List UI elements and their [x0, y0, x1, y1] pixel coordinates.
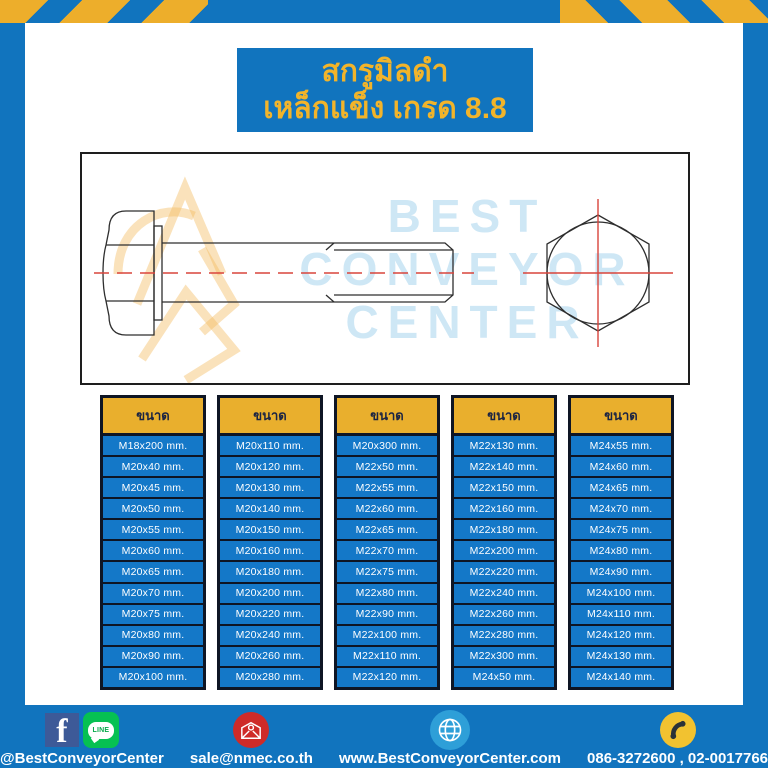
size-cell: M24x75 mm. — [571, 518, 671, 539]
size-cell: M24x90 mm. — [571, 560, 671, 581]
size-cell: M20x110 mm. — [220, 436, 320, 455]
size-cell: M20x160 mm. — [220, 539, 320, 560]
title-box — [237, 48, 533, 132]
size-table-4 — [451, 395, 557, 690]
size-cell: M24x65 mm. — [571, 476, 671, 497]
size-cell: M22x80 mm. — [337, 582, 437, 603]
brand-watermark-line2: CONVEYOR — [299, 243, 635, 295]
size-cell: M20x55 mm. — [103, 518, 203, 539]
size-cell: M22x75 mm. — [337, 560, 437, 581]
line-icon-bubble: LINE — [88, 722, 114, 739]
bolt-drawing-panel — [80, 152, 690, 385]
mail-icon[interactable] — [233, 712, 269, 748]
size-cell: M24x120 mm. — [571, 624, 671, 645]
size-cell: M22x120 mm. — [337, 666, 437, 687]
size-cell: M20x80 mm. — [103, 624, 203, 645]
size-cell: M22x100 mm. — [337, 624, 437, 645]
page-title-line2: เหล็กแข็ง เกรด 8.8 — [263, 92, 507, 125]
size-cell: M22x130 mm. — [454, 436, 554, 455]
globe-icon[interactable] — [430, 710, 470, 750]
size-column-header: ขนาด — [103, 398, 203, 436]
line-icon[interactable] — [83, 712, 119, 748]
size-cell: M24x60 mm. — [571, 455, 671, 476]
size-table-5 — [568, 395, 674, 690]
size-cell: M24x110 mm. — [571, 603, 671, 624]
page-title-line1: สกรูมิลดำ — [321, 55, 449, 88]
size-cell: M22x220 mm. — [454, 560, 554, 581]
size-table-3 — [334, 395, 440, 690]
size-cell: M18x200 mm. — [103, 436, 203, 455]
size-cell: M22x110 mm. — [337, 645, 437, 666]
size-cell: M22x180 mm. — [454, 518, 554, 539]
size-cell: M20x280 mm. — [220, 666, 320, 687]
size-column-header: ขนาด — [571, 398, 671, 436]
size-cell: M22x200 mm. — [454, 539, 554, 560]
size-cell: M20x220 mm. — [220, 603, 320, 624]
contact-phone[interactable] — [587, 711, 768, 767]
size-cell: M20x260 mm. — [220, 645, 320, 666]
size-cell: M20x200 mm. — [220, 582, 320, 603]
size-cell: M24x50 mm. — [454, 666, 554, 687]
size-cell: M20x70 mm. — [103, 582, 203, 603]
hazard-band — [0, 0, 768, 23]
size-column-header: ขนาด — [454, 398, 554, 436]
phone-label[interactable]: 086-3272600 , 02-0017766 — [587, 750, 768, 767]
size-cell: M22x140 mm. — [454, 455, 554, 476]
size-cell: M22x280 mm. — [454, 624, 554, 645]
phone-icon[interactable] — [660, 712, 696, 748]
size-cell: M22x90 mm. — [337, 603, 437, 624]
size-cell: M20x140 mm. — [220, 497, 320, 518]
contact-email[interactable] — [190, 711, 313, 767]
facebook-icon-glyph: f — [56, 713, 68, 747]
size-cell: M22x65 mm. — [337, 518, 437, 539]
contact-footer — [0, 705, 768, 768]
website-label[interactable]: www.BestConveyorCenter.com — [338, 750, 561, 767]
brand-watermark-line1: BEST — [387, 190, 547, 242]
email-label[interactable]: sale@nmec.co.th — [189, 750, 313, 767]
size-table-1 — [100, 395, 206, 690]
size-cell: M20x40 mm. — [103, 455, 203, 476]
size-cell: M22x240 mm. — [454, 582, 554, 603]
size-cell: M22x70 mm. — [337, 539, 437, 560]
size-cell: M24x130 mm. — [571, 645, 671, 666]
social-icons — [45, 711, 119, 749]
size-cell: M22x260 mm. — [454, 603, 554, 624]
size-cell: M20x50 mm. — [103, 497, 203, 518]
size-column-header: ขนาด — [337, 398, 437, 436]
size-cell: M22x150 mm. — [454, 476, 554, 497]
facebook-icon[interactable] — [45, 713, 79, 747]
size-cell: M20x150 mm. — [220, 518, 320, 539]
size-cell: M20x90 mm. — [103, 645, 203, 666]
social-handle-label[interactable]: @BestConveyorCenter — [0, 750, 164, 767]
size-cell: M20x180 mm. — [220, 560, 320, 581]
size-cell: M20x100 mm. — [103, 666, 203, 687]
contact-website[interactable] — [339, 711, 561, 767]
size-cell: M20x60 mm. — [103, 539, 203, 560]
size-cell: M24x100 mm. — [571, 582, 671, 603]
size-cell: M22x300 mm. — [454, 645, 554, 666]
size-table-2 — [217, 395, 323, 690]
size-cell: M24x70 mm. — [571, 497, 671, 518]
size-cell: M22x50 mm. — [337, 455, 437, 476]
size-cell: M20x65 mm. — [103, 560, 203, 581]
size-cell: M22x60 mm. — [337, 497, 437, 518]
brand-watermark-line3: CENTER — [345, 296, 589, 348]
size-cell: M24x80 mm. — [571, 539, 671, 560]
size-cell: M20x240 mm. — [220, 624, 320, 645]
size-tables — [100, 395, 674, 690]
hex-bolt-technical-drawing — [82, 154, 688, 383]
hazard-stripes-right — [560, 0, 768, 23]
contact-social[interactable] — [0, 711, 164, 767]
size-cell: M24x140 mm. — [571, 666, 671, 687]
hazard-stripes-left — [0, 0, 208, 23]
size-cell: M24x55 mm. — [571, 436, 671, 455]
size-cell: M20x120 mm. — [220, 455, 320, 476]
size-cell: M20x130 mm. — [220, 476, 320, 497]
size-cell: M20x75 mm. — [103, 603, 203, 624]
size-column-header: ขนาด — [220, 398, 320, 436]
size-cell: M22x160 mm. — [454, 497, 554, 518]
size-cell: M22x55 mm. — [337, 476, 437, 497]
size-cell: M20x300 mm. — [337, 436, 437, 455]
size-cell: M20x45 mm. — [103, 476, 203, 497]
